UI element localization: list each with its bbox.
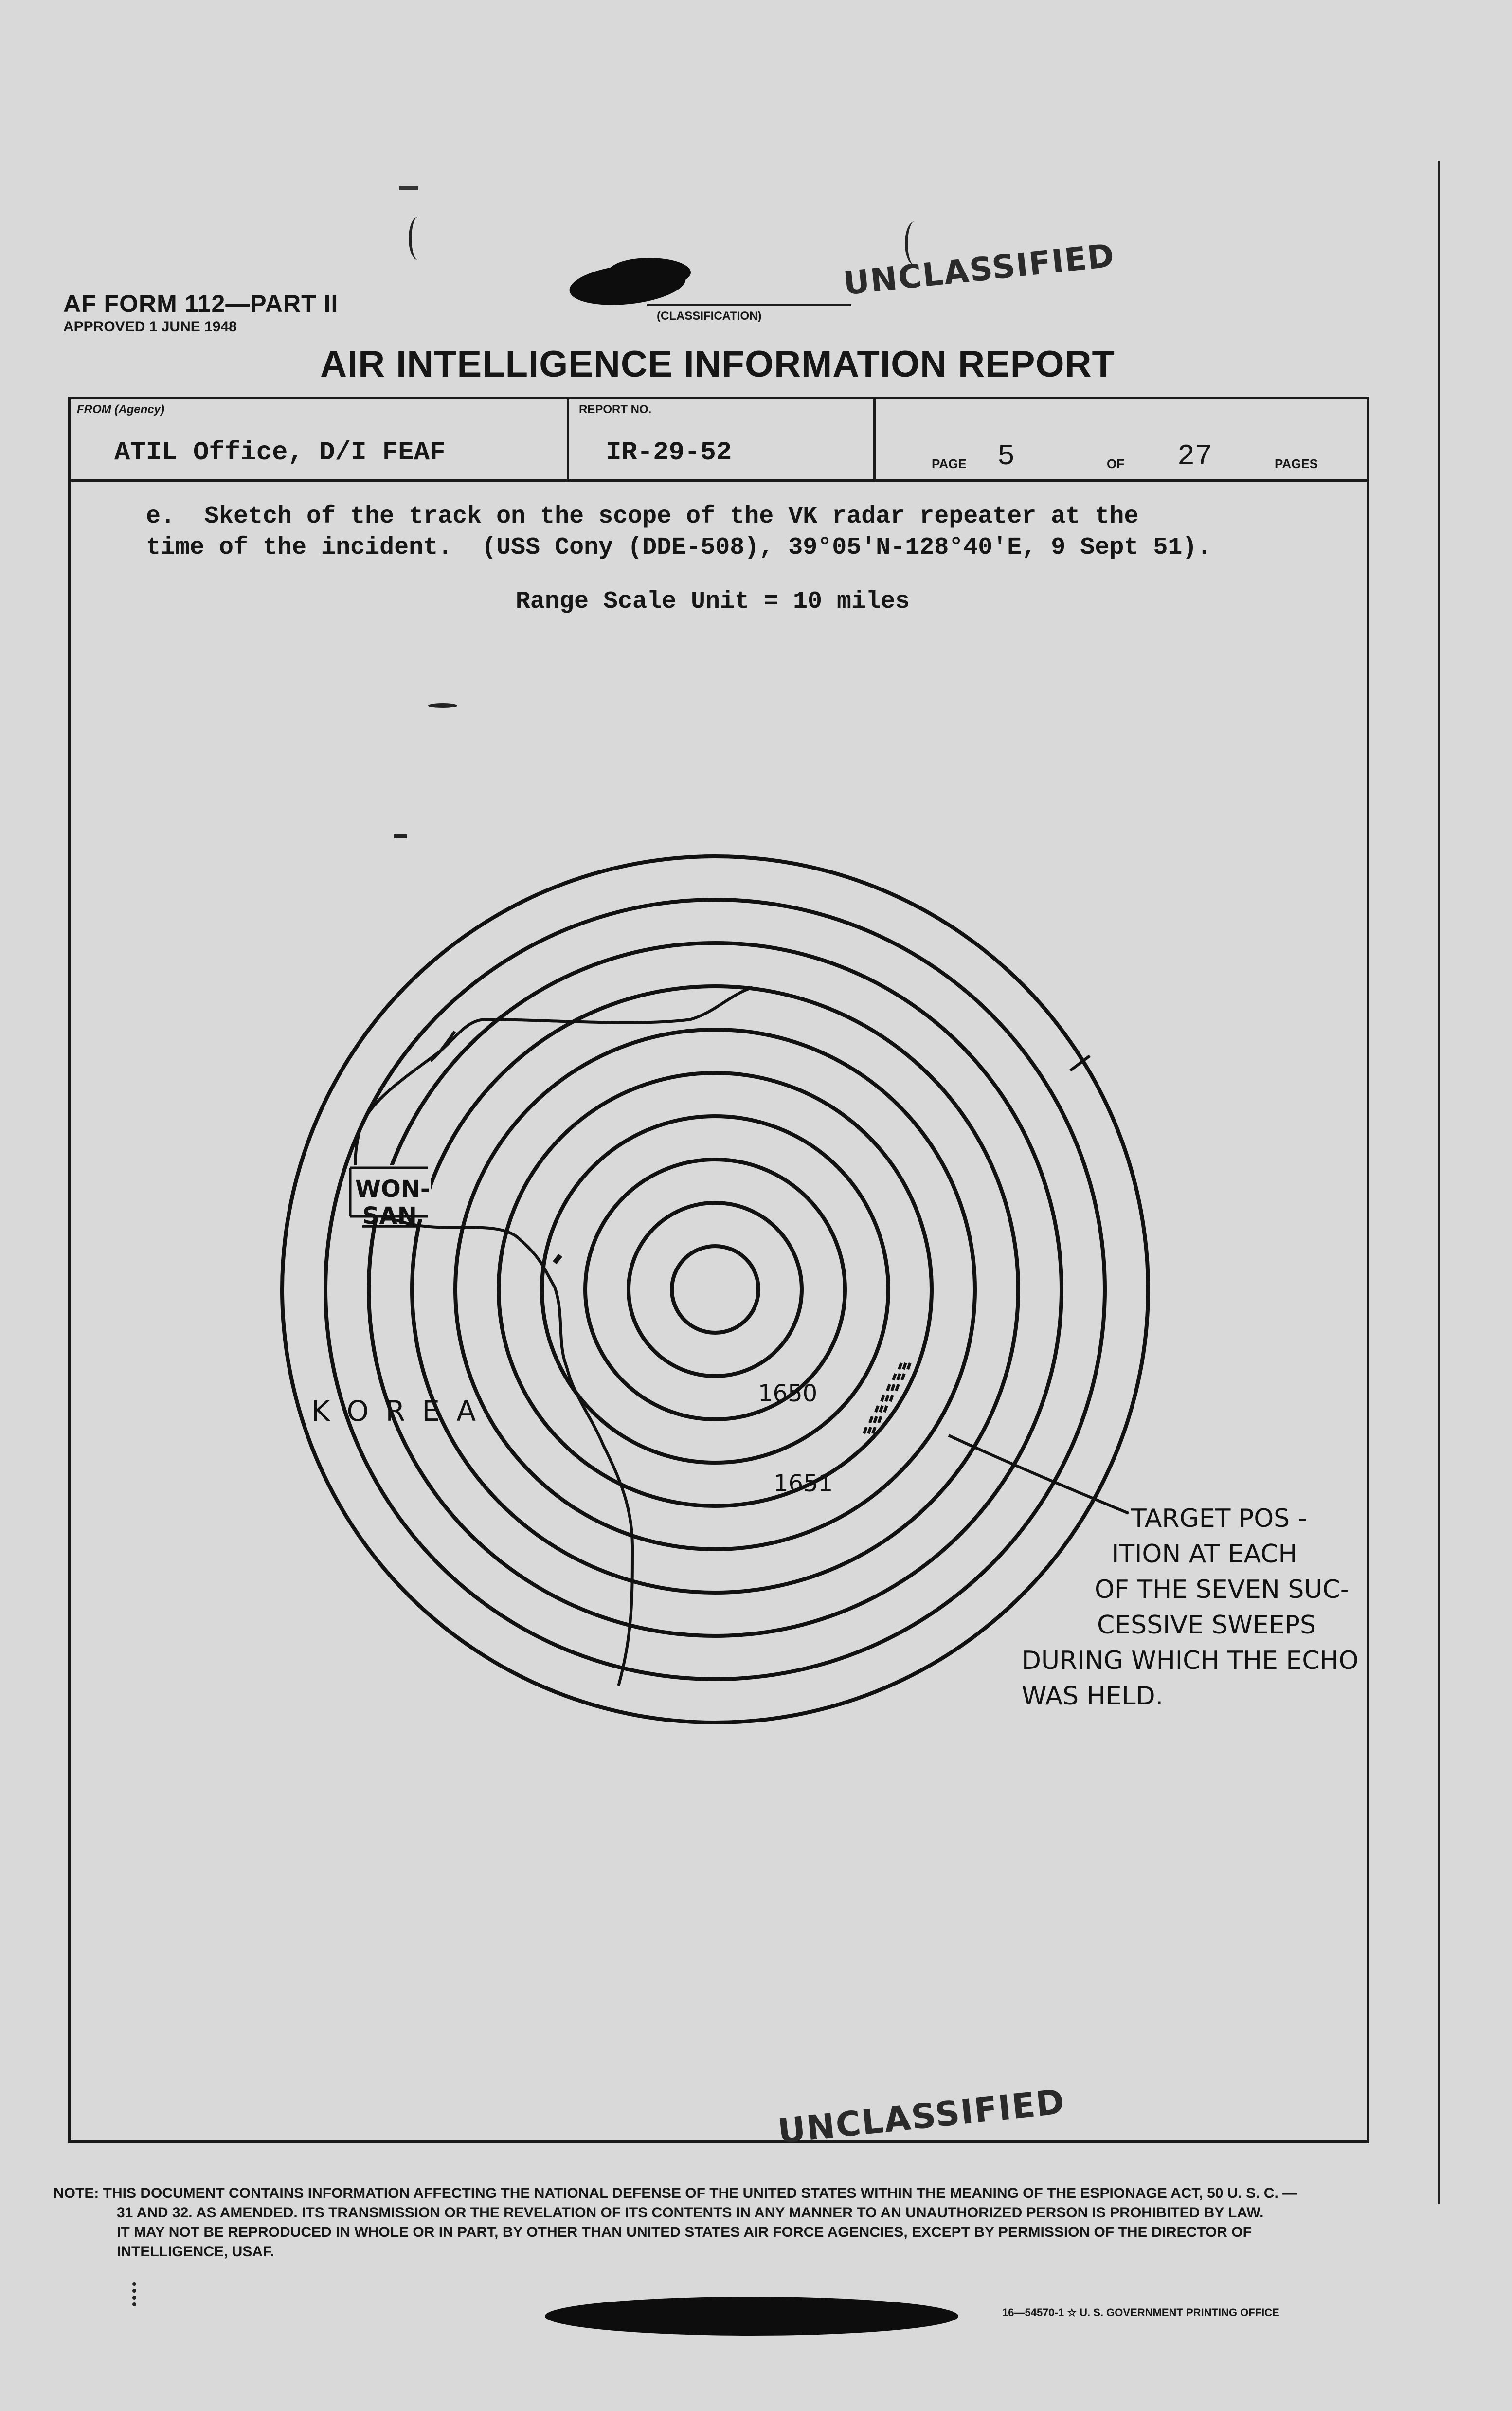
range-ring	[325, 900, 1105, 1679]
report-no-label: REPORT NO.	[579, 403, 652, 416]
target-echo-mark	[883, 1405, 888, 1413]
target-echo-mark	[867, 1427, 872, 1434]
printing-office-line: 16—54570-1 ☆ U. S. GOVERNMENT PRINTING OFFICE	[1002, 2306, 1279, 2319]
range-scale-label: Range Scale Unit = 10 miles	[515, 588, 910, 616]
range-ring	[455, 1030, 975, 1549]
classification-caption: (CLASSIFICATION)	[657, 309, 762, 323]
unclassified-stamp-bottom: UNCLASSIFIED	[776, 2082, 1067, 2152]
annotation-line: OF THE SEVEN SUC-	[1095, 1575, 1350, 1604]
target-echo-mark	[889, 1395, 894, 1402]
scan-mark	[409, 217, 428, 260]
target-echo-mark	[863, 1427, 867, 1434]
target-echo-mark	[884, 1395, 889, 1402]
annotation-line: TARGET POS -	[1131, 1504, 1307, 1533]
radar-scope-diagram	[0, 827, 1459, 1776]
target-echo-mark	[890, 1384, 895, 1391]
time-label-1651: 1651	[774, 1470, 833, 1497]
espionage-act-note	[54, 2184, 1406, 2262]
target-echo-mark	[895, 1384, 900, 1391]
paragraph-e	[146, 501, 1211, 563]
unclassified-stamp-top: UNCLASSIFIED	[842, 236, 1117, 303]
leader-line	[949, 1435, 1129, 1513]
classification-line	[647, 304, 851, 306]
from-value: ATIL Office, D/I FEAF	[114, 438, 446, 468]
scan-mark	[428, 703, 457, 708]
coastline-spur	[431, 1032, 455, 1061]
pages-label: PAGES	[1275, 456, 1318, 471]
annotation-line: ITION AT EACH	[1112, 1540, 1297, 1569]
range-ring	[412, 986, 1018, 1593]
paragraph-line: e. Sketch of the track on the scope of the VK radar repeater at the	[146, 503, 1139, 530]
page-value: 5	[997, 440, 1015, 473]
note-line: NOTE: THIS DOCUMENT CONTAINS INFORMATION AFFECTING THE NATIONAL DEFENSE OF THE UNITED STATES WITHIN THE MEANING OF THE ESPIONAGE ACT, 50 U. S. C. —	[54, 2185, 1297, 2201]
report-title: AIR INTELLIGENCE INFORMATION REPORT	[320, 344, 1115, 385]
target-echo-mark	[879, 1405, 883, 1413]
target-echo-mark	[896, 1373, 901, 1380]
place-label-wonsan: SAN	[362, 1202, 417, 1230]
note-line: 31 AND 32. AS AMENDED. ITS TRANSMISSION OR THE REVELATION OF ITS CONTENTS IN ANY MANNER TO AN UNAUTHORIZED PERSON IS PROHIBITED BY LAW.	[117, 2205, 1264, 2221]
place-label-wonsan: WON-	[355, 1176, 430, 1203]
target-echo-mark	[877, 1416, 882, 1423]
annotation-line: WAS HELD.	[1022, 1682, 1164, 1711]
paragraph-line: time of the incident. (USS Cony (DDE-508), 39°05'N-128°40'E, 9 Sept 51).	[146, 534, 1212, 562]
scan-mark	[399, 186, 418, 190]
redaction-blot	[545, 2297, 958, 2336]
page-label: PAGE	[932, 456, 967, 471]
header-divider	[71, 479, 1367, 482]
coast-mark	[555, 1255, 560, 1263]
target-echo-mark	[880, 1395, 885, 1402]
target-echo-mark	[892, 1373, 897, 1380]
range-ring	[542, 1116, 888, 1463]
target-echo-mark	[902, 1362, 907, 1370]
annotation-line: DURING WHICH THE ECHO	[1022, 1646, 1359, 1675]
target-echo-mark	[898, 1362, 902, 1370]
range-rings	[282, 856, 1148, 1722]
form-approval-date: APPROVED 1 JUNE 1948	[63, 319, 237, 335]
header-column-divider	[567, 399, 569, 479]
target-echo-mark	[900, 1373, 905, 1380]
country-label-korea: K O R E A	[311, 1395, 480, 1428]
range-ring	[672, 1246, 758, 1333]
target-echo-mark	[868, 1416, 873, 1423]
scan-mark	[132, 2282, 141, 2306]
time-label-1650: 1650	[758, 1380, 818, 1407]
target-echo-mark	[873, 1416, 878, 1423]
note-line: IT MAY NOT BE REPRODUCED IN WHOLE OR IN PART, BY OTHER THAN UNITED STATES AIR FORCE AGENCIES, EXCEPT BY PERMISSION OF THE DIRECTOR OF	[117, 2224, 1252, 2240]
form-number: AF FORM 112—PART II	[63, 290, 339, 317]
of-label: OF	[1107, 456, 1125, 471]
target-echo-mark	[886, 1384, 891, 1391]
from-label: FROM (Agency)	[77, 403, 164, 416]
of-value: 27	[1177, 440, 1213, 473]
note-line: INTELLIGENCE, USAF.	[117, 2244, 274, 2260]
range-ring	[499, 1073, 932, 1506]
report-no-value: IR-29-52	[606, 438, 732, 468]
redaction-blot	[608, 258, 691, 287]
target-echo-mark	[906, 1362, 911, 1370]
range-ring	[369, 943, 1062, 1636]
header-column-divider	[873, 399, 876, 479]
range-ring	[629, 1203, 802, 1376]
annotation-line: CESSIVE SWEEPS	[1097, 1611, 1316, 1640]
target-echo-mark	[874, 1405, 879, 1413]
